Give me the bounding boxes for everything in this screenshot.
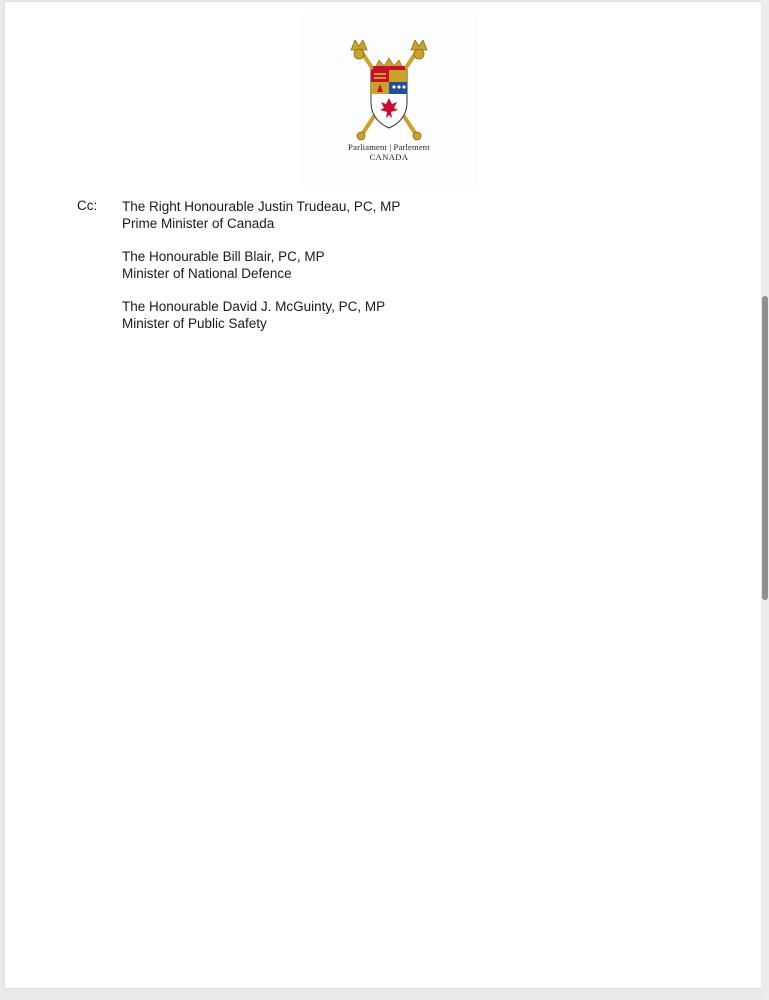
recipient-name: The Right Honourable Justin Trudeau, PC, MP [122,199,401,214]
vertical-scrollbar[interactable] [761,0,769,1000]
logo-text-parliament: Parliament | Parlement [348,142,430,152]
document-page [5,2,761,988]
cc-label: Cc: [77,198,98,213]
recipient-title: Prime Minister of Canada [122,216,275,231]
recipient-name: The Honourable Bill Blair, PC, MP [122,249,325,264]
cc-recipient [122,198,622,232]
parliament-crest-icon [349,40,429,144]
cc-recipient-list [122,198,622,348]
cc-recipient [122,298,622,332]
logo-text-canada: CANADA [369,152,409,162]
recipient-name: The Honourable David J. McGuinty, PC, MP [122,299,386,314]
recipient-title: Minister of National Defence [122,266,292,281]
parliament-logo [301,14,477,186]
scrollbar-thumb[interactable] [762,296,768,600]
recipient-title: Minister of Public Safety [122,316,267,331]
cc-recipient [122,248,622,282]
